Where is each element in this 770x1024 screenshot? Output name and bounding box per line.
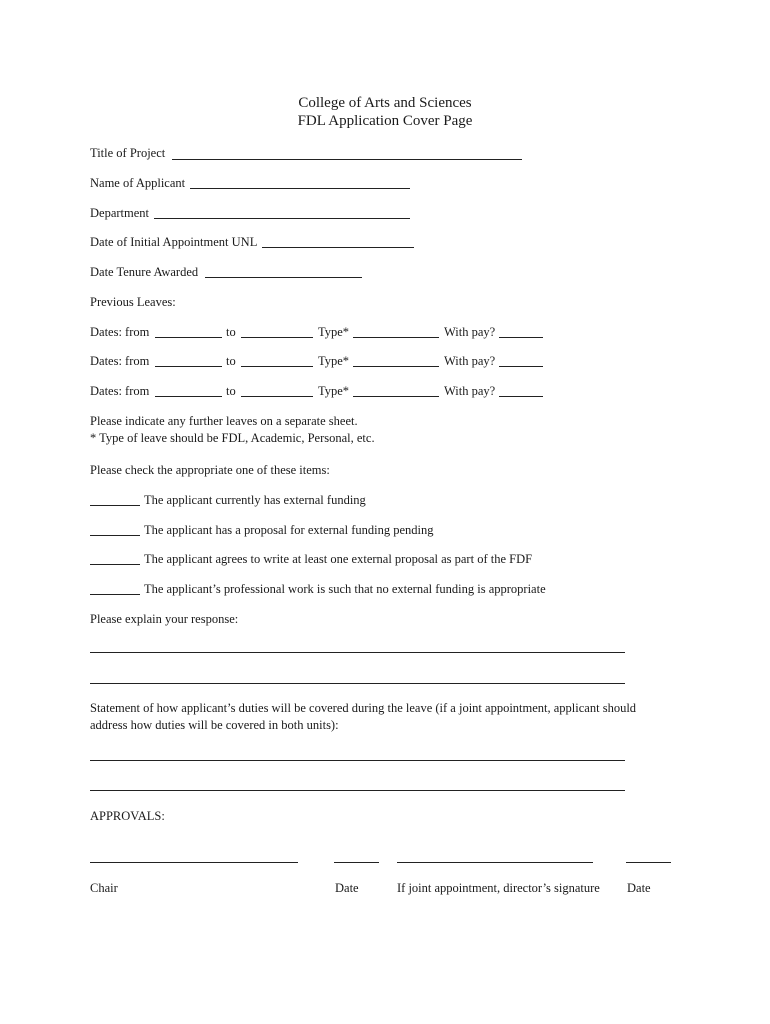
leave-to-label: to: [226, 354, 236, 368]
leave-from-label: Dates: from: [90, 325, 150, 339]
leave-type-note: * Type of leave should be FDL, Academic, Personal, etc.: [90, 431, 375, 445]
initial-appointment-field[interactable]: [262, 247, 414, 248]
check-item-blank[interactable]: [90, 594, 140, 595]
title-of-project-field[interactable]: [172, 159, 522, 160]
leave-to-field[interactable]: [241, 337, 313, 338]
chair-label: Chair: [90, 881, 118, 895]
leave-type-label: Type*: [318, 325, 350, 339]
leave-with-pay-label: With pay?: [444, 384, 496, 398]
leave-from-label: Dates: from: [90, 354, 150, 368]
duties-statement-label-cont: address how duties will be covered in both units):: [90, 718, 339, 732]
leave-with-pay-field[interactable]: [499, 337, 543, 338]
name-of-applicant-field[interactable]: [190, 188, 410, 189]
check-item-label: The applicant has a proposal for external funding pending: [144, 523, 434, 537]
check-item-blank[interactable]: [90, 505, 140, 506]
explain-response-line[interactable]: [90, 683, 625, 684]
name-of-applicant-label: Name of Applicant: [90, 176, 186, 190]
leave-type-label: Type*: [318, 354, 350, 368]
initial-appointment-label: Date of Initial Appointment UNL: [90, 235, 258, 249]
college-heading: College of Arts and Sciences: [298, 95, 472, 111]
department-field[interactable]: [154, 218, 410, 219]
chair-signature-line[interactable]: [90, 862, 298, 863]
duties-statement-line[interactable]: [90, 790, 625, 791]
leave-from-field[interactable]: [155, 396, 222, 397]
explain-response-label: Please explain your response:: [90, 612, 239, 626]
director-signature-label: If joint appointment, director’s signature: [397, 881, 600, 895]
leave-from-field[interactable]: [155, 366, 222, 367]
leave-type-field[interactable]: [353, 396, 439, 397]
approvals-heading: APPROVALS:: [90, 809, 165, 823]
chair-date-label: Date: [335, 881, 359, 895]
leave-with-pay-label: With pay?: [444, 325, 496, 339]
leave-with-pay-label: With pay?: [444, 354, 496, 368]
check-item-label: The applicant agrees to write at least one external proposal as part of the FDF: [144, 552, 533, 566]
director-date-label: Date: [627, 881, 651, 895]
leave-from-label: Dates: from: [90, 384, 150, 398]
leave-type-label: Type*: [318, 384, 350, 398]
duties-statement-label: Statement of how applicant’s duties will be covered during the leave (if a joint appointment, applicant should: [90, 701, 637, 715]
chair-date-line[interactable]: [334, 862, 379, 863]
leave-with-pay-field[interactable]: [499, 396, 543, 397]
director-signature-line[interactable]: [397, 862, 593, 863]
leave-from-field[interactable]: [155, 337, 222, 338]
leave-type-field[interactable]: [353, 337, 439, 338]
title-of-project-label: Title of Project: [90, 146, 166, 160]
tenure-awarded-field[interactable]: [205, 277, 362, 278]
director-date-line[interactable]: [626, 862, 671, 863]
check-item-blank[interactable]: [90, 564, 140, 565]
leave-to-label: to: [226, 325, 236, 339]
duties-statement-line[interactable]: [90, 760, 625, 761]
form-title: FDL Application Cover Page: [297, 113, 473, 129]
check-item-blank[interactable]: [90, 535, 140, 536]
check-item-label: The applicant currently has external funding: [144, 493, 366, 507]
leave-to-label: to: [226, 384, 236, 398]
leave-with-pay-field[interactable]: [499, 366, 543, 367]
tenure-awarded-label: Date Tenure Awarded: [90, 265, 199, 279]
check-items-heading: Please check the appropriate one of these items:: [90, 463, 330, 477]
previous-leaves-heading: Previous Leaves:: [90, 295, 176, 309]
explain-response-line[interactable]: [90, 652, 625, 653]
leave-type-field[interactable]: [353, 366, 439, 367]
leave-to-field[interactable]: [241, 396, 313, 397]
further-leaves-note: Please indicate any further leaves on a separate sheet.: [90, 414, 358, 428]
leave-to-field[interactable]: [241, 366, 313, 367]
check-item-label: The applicant’s professional work is such that no external funding is appropriate: [144, 582, 546, 596]
department-label: Department: [90, 206, 150, 220]
